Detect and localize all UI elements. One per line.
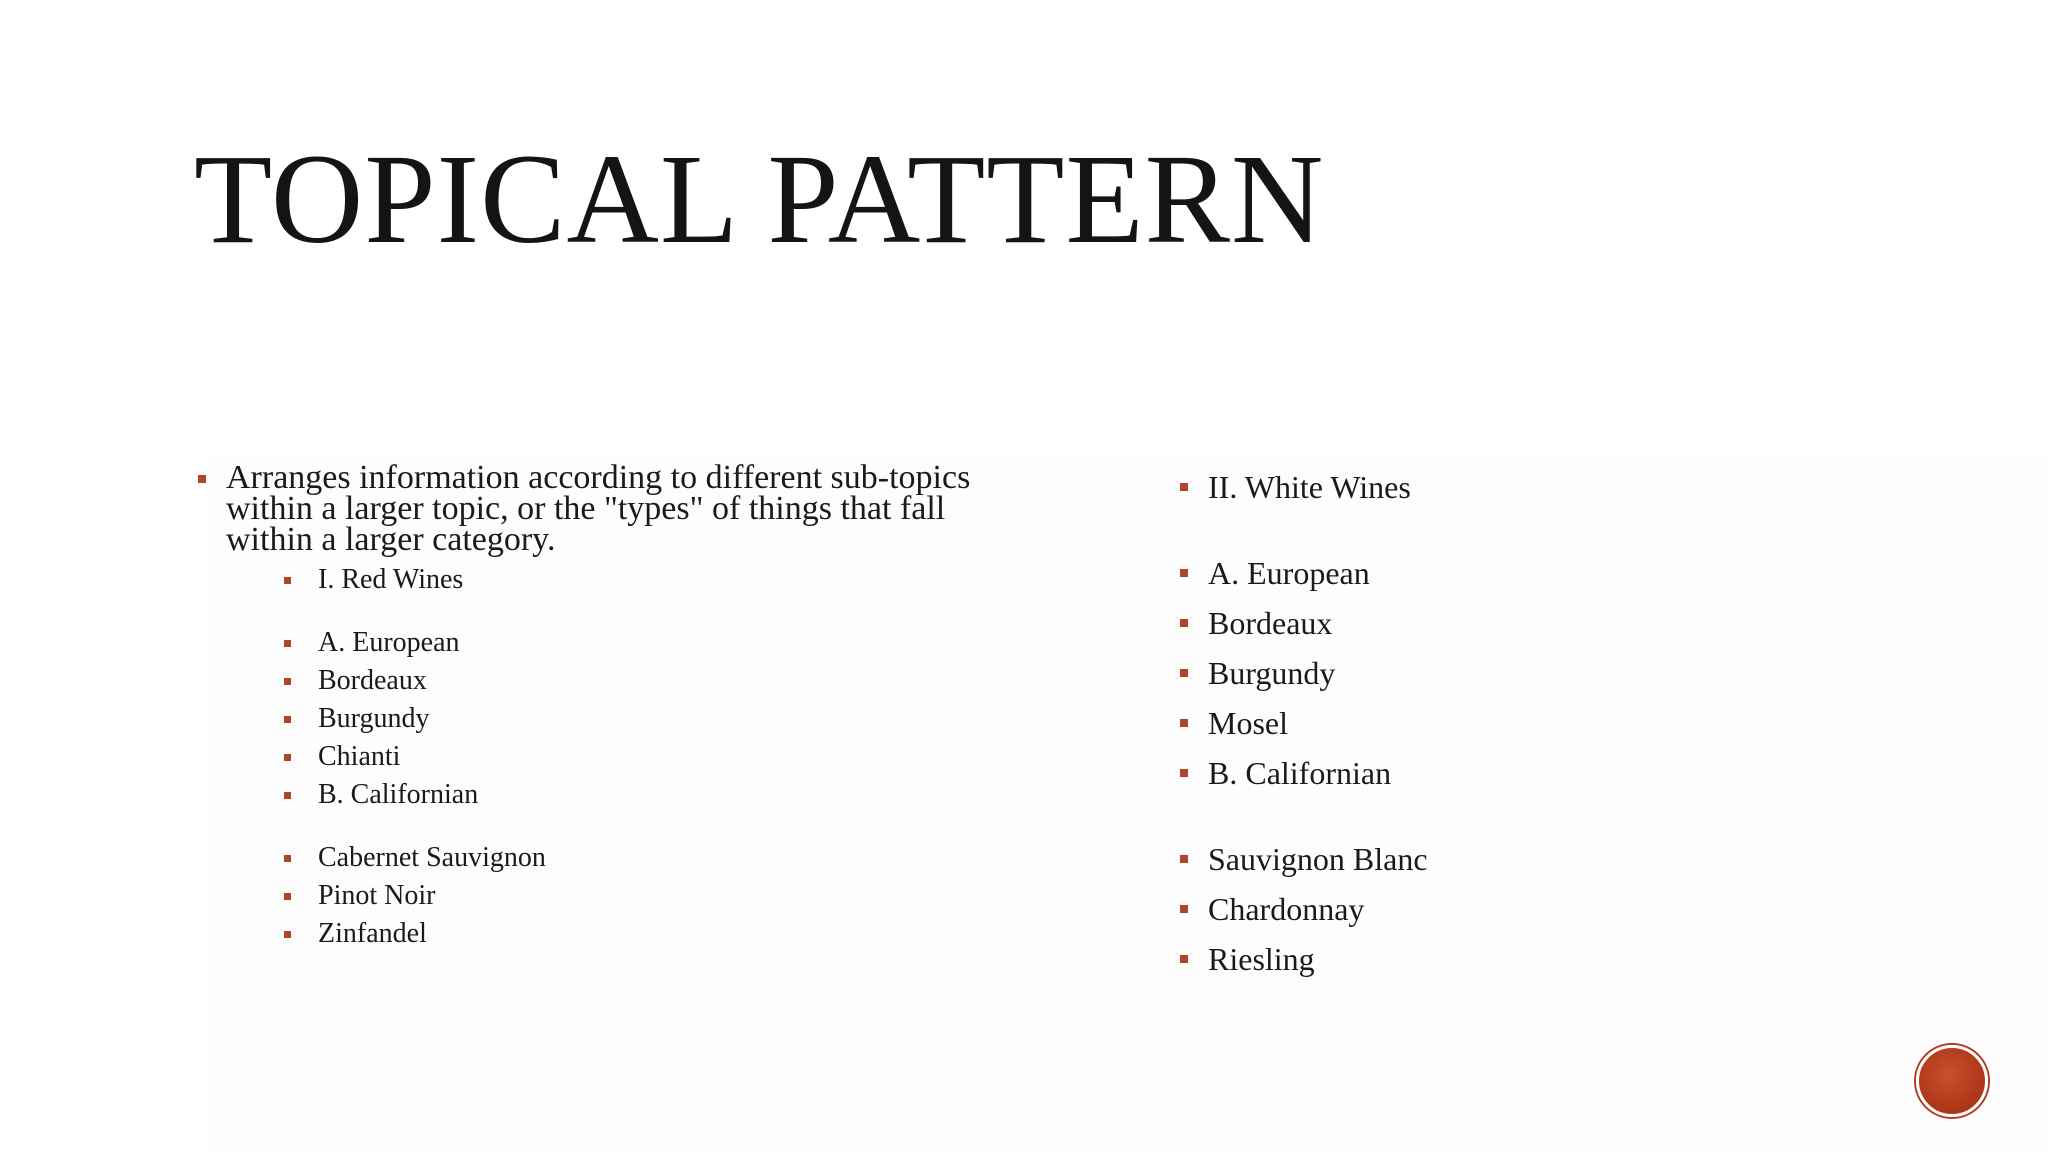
list-item: A. European — [1180, 548, 1880, 598]
list-item: Bordeaux — [318, 662, 1014, 700]
list-item: Chardonnay — [1180, 884, 1880, 934]
list-item: Burgundy — [1180, 648, 1880, 698]
square-bullet-icon — [284, 716, 291, 723]
square-bullet-icon — [284, 893, 291, 900]
list-item: Riesling — [1180, 934, 1880, 984]
square-bullet-icon — [1180, 905, 1188, 913]
right-list — [1180, 462, 1880, 984]
square-bullet-icon — [1180, 569, 1188, 577]
right-column — [1180, 462, 1880, 984]
list-item: Chianti — [318, 738, 1014, 776]
left-column — [194, 459, 1014, 953]
square-bullet-icon — [198, 475, 206, 483]
square-bullet-icon — [1180, 669, 1188, 677]
list-item: Mosel — [1180, 698, 1880, 748]
square-bullet-icon — [1180, 855, 1188, 863]
list-item: Bordeaux — [1180, 598, 1880, 648]
square-bullet-icon — [284, 577, 291, 584]
square-bullet-icon — [284, 855, 291, 862]
square-bullet-icon — [1180, 719, 1188, 727]
square-bullet-icon — [284, 640, 291, 647]
left-sub-list — [194, 561, 1014, 953]
square-bullet-icon — [284, 754, 291, 761]
slide-title: TOPICAL PATTERN — [194, 128, 1325, 270]
list-item: I. Red Wines — [318, 561, 1014, 599]
circle-nav-button-icon[interactable] — [1916, 1045, 1988, 1117]
list-item: Zinfandel — [318, 915, 1014, 953]
list-item: II. White Wines — [1180, 462, 1880, 512]
list-item: Burgundy — [318, 700, 1014, 738]
list-item: B. Californian — [1180, 748, 1880, 798]
square-bullet-icon — [284, 931, 291, 938]
square-bullet-icon — [1180, 483, 1188, 491]
intro-text: Arranges information according to different sub-topics within a larger topic, or the "types" of things that fall within a larger category. — [226, 459, 971, 558]
intro-bullet — [194, 459, 986, 558]
square-bullet-icon — [1180, 619, 1188, 627]
square-bullet-icon — [284, 678, 291, 685]
list-item: B. Californian — [318, 776, 1014, 814]
list-item: Pinot Noir — [318, 877, 1014, 915]
list-item: Sauvignon Blanc — [1180, 834, 1880, 884]
list-item: Cabernet Sauvignon — [318, 839, 1014, 877]
square-bullet-icon — [1180, 955, 1188, 963]
square-bullet-icon — [1180, 769, 1188, 777]
square-bullet-icon — [284, 792, 291, 799]
list-item: A. European — [318, 624, 1014, 662]
